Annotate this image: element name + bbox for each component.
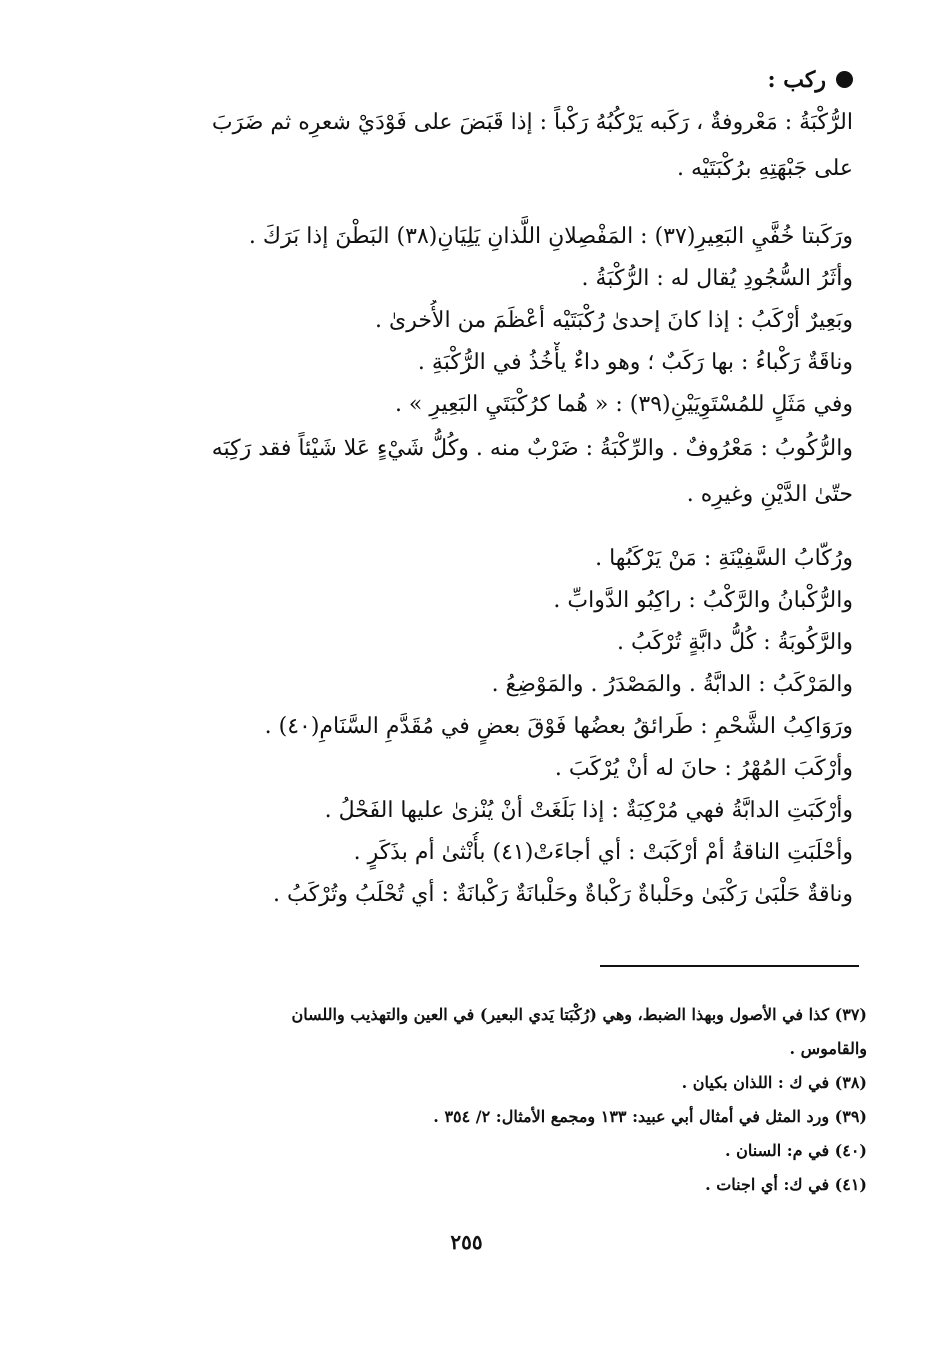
text-line: وناقَةٌ رَكْباءُ : بها رَكَبٌ ؛ وهو داءٌ يأْخُذُ في الرُّكْبَةِ .: [417, 350, 853, 375]
text-line: ورَكَبتا خُفَّيِ البَعِيرِ(٣٧) : المَفْصِلانِ اللَّذانِ يَلِيَانِ(٣٨) البَطْنَ إذا بَرَكَ .: [248, 224, 853, 249]
spacer: [110, 192, 853, 216]
text-line: وأحْلَبَتِ الناقةُ أمْ أرْكَبَتْ : أي أجاءَتْ(٤١) بأُنْثىٰ أم بذَكَرٍ .: [353, 840, 853, 865]
text-line: والرُّكْبانُ والرَّكْبُ : راكِبُو الدَّوابِّ .: [553, 588, 853, 613]
footnote-separator: [600, 965, 859, 967]
footnote-38: (٣٨) في ك : اللذان بكيان .: [681, 1073, 867, 1092]
text-line: ورَوَاكِبُ الشَّحْمِ : طَرائقُ بعضُها فَوْقَ بعضٍ في مُقَدَّمِ السَّنَامِ(٤٠) .: [264, 714, 853, 739]
text-line: الرُّكْبَةُ : مَعْروفةٌ ، رَكَبه يَرْكُبُهُ رَكْباً : إذا قَبَضَ على فَوْدَيْ شعرِه ثم ضَرَبَ: [211, 110, 853, 135]
main-text: [110, 60, 853, 916]
spacer: [110, 518, 853, 538]
page-number: ٢٥٥: [450, 1230, 483, 1254]
text-line: والرَّكُوبَةُ : كُلُّ دابَّةٍ تُرْكَبُ .: [616, 630, 853, 655]
text-line: وأرْكَبَ المُهْرُ : حانَ له أنْ يُرْكَبَ .: [554, 756, 853, 781]
footnote-37: (٣٧) كذا في الأصول وبهذا الضبط، وهي (رُكْبَتا يَدي البعير) في العين والتهذيب واللسان: [291, 1005, 867, 1024]
text-line: وأثَرُ السُّجُودِ يُقال له : الرُّكْبَةُ .: [581, 266, 853, 291]
text-line: وبَعِيرٌ أرْكَبُ : إذا كانَ إحدىٰ رُكْبَتَيْه أعْظَمَ من الأُخرىٰ .: [374, 308, 853, 333]
footnote-40: (٤٠) في م: السنان .: [724, 1141, 867, 1160]
footnote-37-continued: والقاموس .: [789, 1039, 867, 1058]
bullet-icon: [836, 71, 853, 88]
text-line: وأرْكَبَتِ الدابَّةُ فهي مُرْكِبَةٌ : إذا بَلَغَتْ أنْ يُنْزىٰ عليها الفَحْلُ .: [324, 798, 853, 823]
paragraph-2: [110, 216, 853, 518]
entry-heading-text: ركب :: [767, 67, 826, 93]
text-line: وفي مَثَلٍ للمُسْتَوِيَيْنِ(٣٩) : « هُما كرُكْبَتَيِ البَعِيرِ » .: [394, 392, 853, 417]
text-line: والمَرْكَبُ : الدابَّةُ . والمَصْدَرُ . والمَوْضِعُ .: [491, 672, 853, 697]
footnote-39: (٣٩) ورد المثل في أمثال أبي عبيد: ١٣٣ ومجمع الأمثال: ٢/ ٣٥٤ .: [433, 1107, 867, 1126]
paragraph-3: [110, 538, 853, 916]
text-line: وناقةٌ حَلْبَىٰ رَكْبَىٰ وحَلْباةٌ رَكْباةٌ وحَلْبانَةٌ رَكْبانَةٌ : أي تُحْلَبُ وتُرْكَبُ .: [273, 882, 853, 907]
footnotes: [130, 998, 867, 1202]
text-line: حتّىٰ الدَّيْنِ وغيرِه .: [686, 482, 853, 507]
text-line: على جَبْهَتِهِ برُكْبَتَيْه .: [677, 156, 853, 181]
footnote-41: (٤١) في ك: أي اجنات .: [705, 1175, 867, 1194]
paragraph-1: [110, 100, 853, 192]
text-line: والرُّكُوبُ : مَعْرُوفٌ . والرِّكْبَةُ : ضَرْبٌ منه . وكُلُّ شَيْءٍ عَلا شَيْئاً فقد رَكِبَه: [211, 436, 853, 461]
text-line: ورُكّابُ السَّفِيْنَةِ : مَنْ يَرْكَبُها .: [595, 546, 853, 571]
entry-heading: [110, 60, 853, 100]
